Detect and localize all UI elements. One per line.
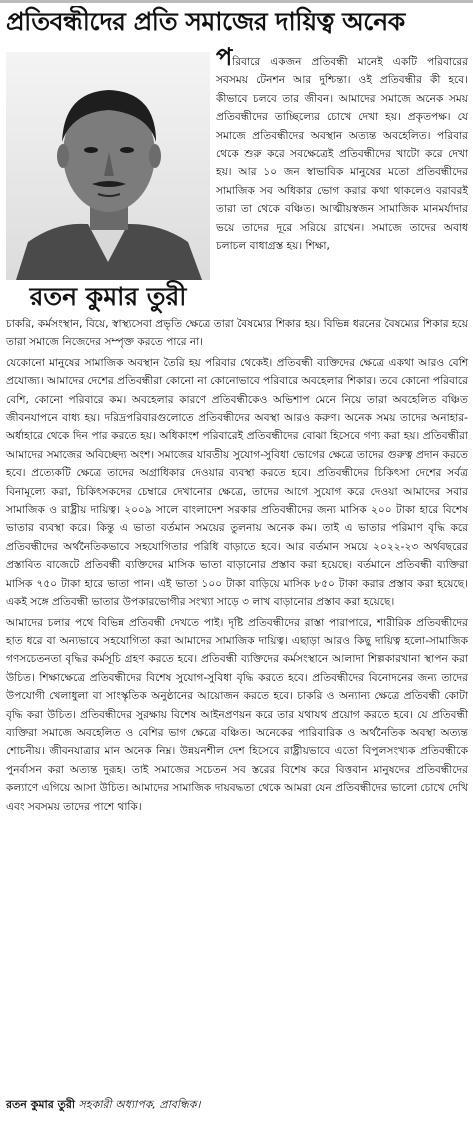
headline: প্রতিবন্ধীদের প্রতি সমাজের দায়িত্ব অনেক: [6, 7, 405, 36]
intro-text: রিবারে একজন প্রতিবন্ধী মানেই একটি পরিবারের সবসময় টেনশন আর দুশ্চিন্তা। ওই প্রতিবন্ধীর কী হবে। কীভাবে চলবে তার জীবন। আমাদের সমাজে অনেক সময় প্রতিবন্ধীদের তাচ্ছিল্যের চোখে দেখা হয়। প্রকৃতপক্ষ। যে সমাজে প্রতিবন্ধীদের অবস্থান অত্যন্ত অবহেলিত। পরিবার থেকে শুরু করে সবক্ষেত্রেই প্রতিবন্ধীদের খাটো করে দেখা হয়। আর ১০ জন স্বাভাবিক মানুষের মতো প্রতিবন্ধীদের সামাজিক সব অধিকার ভোগ করার কথা থাকলেও বরাবরই তারা তা থেকে বঞ্চিত। আত্মীয়স্বজন সামাজিক মানমর্যাদার ভয়ে তাদের দূরে সরিয়ে রাখেন। সমাজে তাদের অবাধ চলাচল বাধাগ্রস্ত হয়। শিক্ষা,: [216, 56, 468, 253]
drop-cap: প: [216, 43, 233, 71]
article-body: [6, 315, 468, 818]
footer-author-name: রতন কুমার তুরী: [6, 1098, 76, 1111]
author-name-large: রতন কুমার তুরী: [29, 282, 187, 311]
paragraph: চাকরি, কর্মসংস্থান, বিয়ে, স্বাস্থ্যসেবা প্রভৃতি ক্ষেত্রে তারা বৈষম্যের শিকার হয়। বিভিন্ন ধরনের বৈষম্যের শিকার হয়ে তারা সমাজে নিজেদের সম্পৃক্ত করতে পারে না।: [6, 318, 468, 349]
author-photo: [6, 52, 210, 280]
paragraph: আমাদের চলার পথে বিভিন্ন প্রতিবন্ধী দেখতে পাই। দৃষ্টি প্রতিবন্ধীদের রাস্তা পারাপারে, শারীরিক প্রতিবন্ধীদের হাত ধরে বা অন্যভাবে সহযোগিতা করা আমাদের সামাজিক দায়িত্ব। এছাড়া আরও কিছু দায়িত্ব হলো-সামাজিক গণসচেতনতা বৃদ্ধির কর্মসূচি গ্রহণ করতে হবে। প্রতিবন্ধী ব্যক্তিদের কর্মসংস্থানে আলাদা শিল্পকারখানা স্থাপন করা উচিত। শিক্ষাক্ষেত্রে প্রতিবন্ধীদের বিশেষ সুযোগ-সুবিধা বৃদ্ধি করতে হবে। প্রতিবন্ধীদের বিনোদনের জন্য তাদের উপযোগী খেলাধুলা বা সাংস্কৃতিক অনুষ্ঠানের আয়োজন করতে হবে। চাকরি ও অন্যান্য ক্ষেত্রে প্রতিবন্ধী কোটা বৃদ্ধি করা উচিত। প্রতিবন্ধীদের সুরক্ষায় বিশেষ আইনপ্রণয়ন করে তার যথাযথ প্রয়োগ করতে হবে। যে প্রতিবন্ধী ব্যক্তিরা সমাজে অবহেলিত ও বেশির ভাগ ক্ষেত্রে বঞ্চিত। অনেকের পারিবারিক ও অর্থনৈতিক অবস্থা অত্যন্ত শোচনীয়। জীবনযাত্রার মান অনেক নিম্ন। উন্নয়নশীল দেশ হিসেবে রাষ্ট্রীয়ভাবে এতো বিপুলসংখ্যক প্রতিবন্ধীকে পুনর্বাসন করা অত্যন্ত দুরূহ। তাই সমাজের সচেতন সব স্তরের বিশেষ করে বিত্তবান মানুষদের প্রতিবন্ধীদের কল্যাণে এগিয়ে আসা উচিত। আমাদের সামাজিক দায়বদ্ধতা থেকে আমরা যেন প্রতিবন্ধীদের ভালো চোখে দেখি এবং সবসময় তাদের পাশে থাকি।: [6, 616, 468, 813]
paragraph: যেকোনো মানুষের সামাজিক অবস্থান তৈরি হয় পরিবার থেকেই। প্রতিবন্ধী ব্যক্তিদের ক্ষেত্রে একথা আরও বেশি প্রযোজ্য। আমাদের দেশের প্রতিবন্ধীরা কোনো না কোনোভাবে পরিবারে অবহেলার শিকার। তবে কোনো পরিবারে বেশি, কোনো পরিবারে কম। অবহেলার কারণে প্রতিবন্ধীকেও অভিশাপ মেনে নিয়ে তারা অবহেলিত বঞ্চিত জীবনযাপনে বাধ্য হয়। দরিদ্রপরিবারগুলোতে প্রতিবন্ধীদের অবস্থা আরও করুণ। অনেক সময় তাদের অনাহার-অর্ধাহারে থেকে দিন পার করতে হয়। অধিকাংশ পরিবারেই প্রতিবন্ধীদের বোঝা হিসেবে গণ্য করা হয়। প্রতিবন্ধীরা আমাদের সমাজের অবিচ্ছেদ্য অংশ। সমাজের যাবতীয় সুযোগ-সুবিধা ভোগের ক্ষেত্রে তাদের গুরুত্ব প্রদান করতে হবে। প্রত্যেকটি ক্ষেত্রে তাদের অগ্রাধিকার দেওয়ার ব্যবস্থা করতে হবে। প্রতিবন্ধীদের চিকিৎসা দেশের সর্বত্র বিনামূল্যে করা, চিকিৎসকদের চেম্বারে দেখানোর ক্ষেত্রে, তাদের আগে সুযোগ করে দেওয়া আমাদের সবার সামাজিক ও রাষ্ট্রীয় দায়িত্ব। ২০০৯ সালে বাংলাদেশ সরকার প্রতিবন্ধীদের জন্য মাসিক ২০০ টাকা হারে বিশেষ ভাতার ব্যবস্থা করে। কিন্তু এ ভাতা বর্তমান সময়ের তুলনায় অনেক কম। তাই এ ভাতার পরিমাণ বৃদ্ধি করে প্রতিবন্ধীদের অর্থনৈতিকভাবে সহযোগিতার পরিধি বাড়াতে হবে। আর বর্তমান সময়ে ২০২২-২৩ অর্থবছরের প্রস্তাবিত বাজেটে প্রতিবন্ধী ব্যক্তিদের মাসিক ভাতা বাড়ানোর প্রস্তাব করা হয়েছে। বর্তমানে প্রতিবন্ধী ব্যক্তিরা মাসিক ৭৫০ টাকা হারে ভাতা পান। এই ভাতা ১০০ টাকা বাড়িয়ে মাসিক ৮৫০ টাকা করার প্রস্তাব করা হয়েছে। একই সঙ্গে প্রতিবন্ধী ভাতার উপকারভোগীর সংখ্যা সাড়ে ৩ লাখ বাড়ানোর প্রস্তাব করা হয়েছে।: [6, 356, 468, 609]
author-footer: [6, 1096, 468, 1114]
top-rule: [0, 0, 473, 3]
intro-column: [216, 43, 468, 255]
footer-author-role: সহকারী অধ্যাপক, প্রাবন্ধিক।: [78, 1098, 201, 1111]
